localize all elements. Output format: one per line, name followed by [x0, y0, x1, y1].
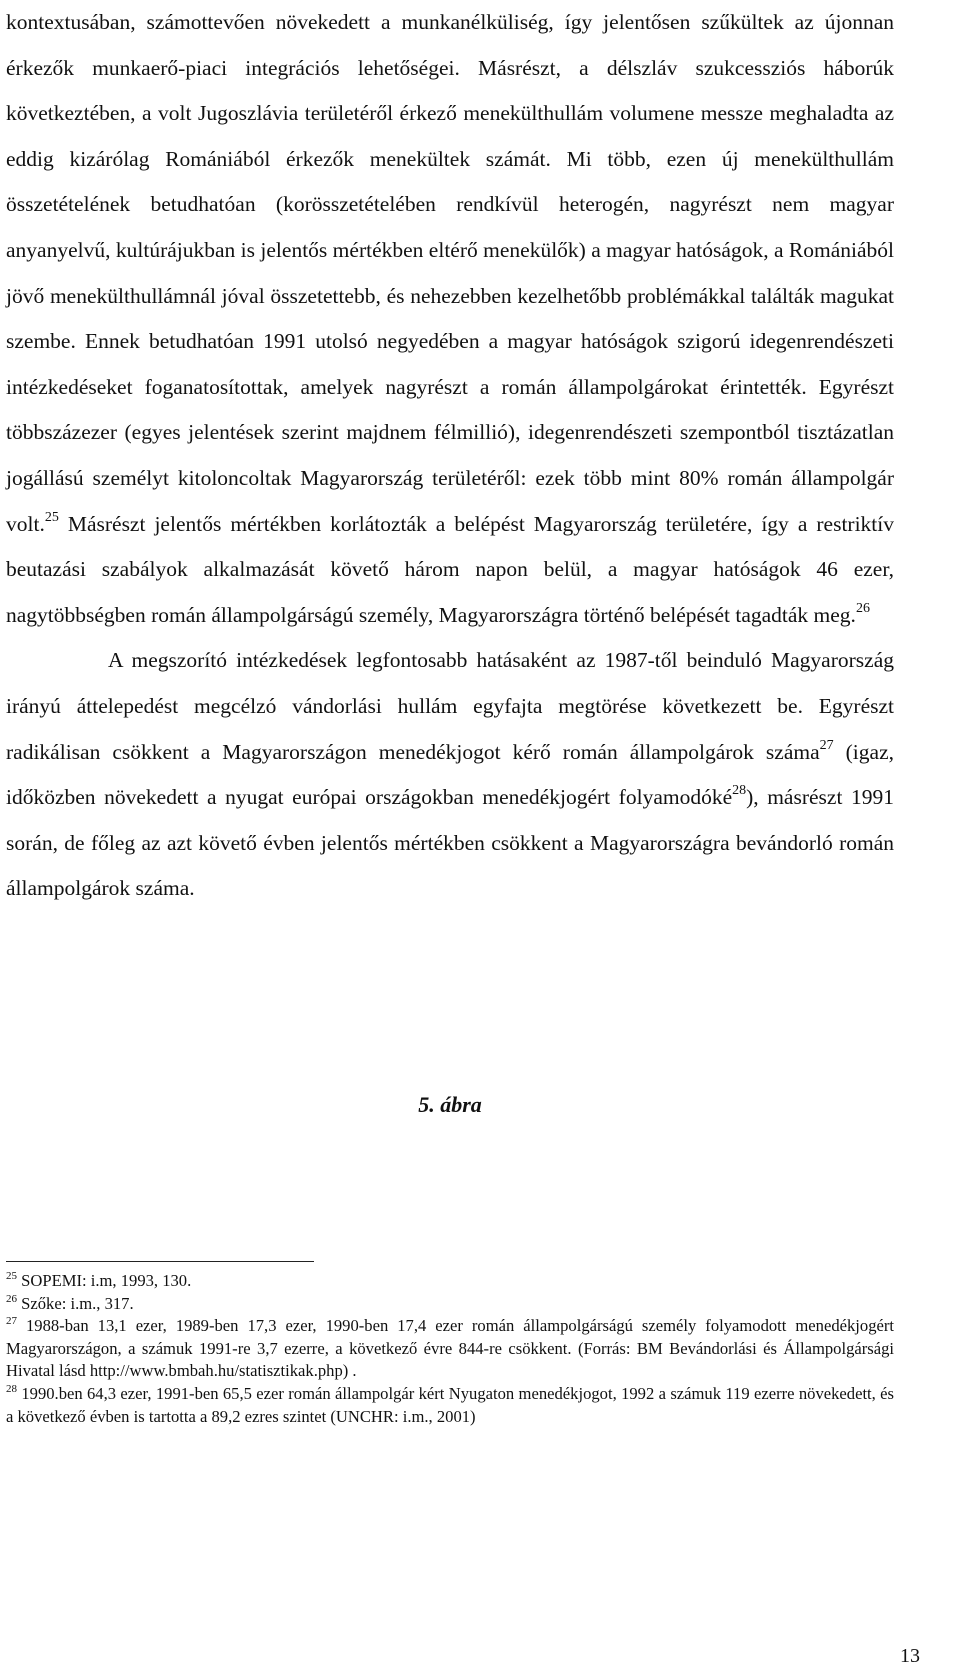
footnote-text: Szőke: i.m., 317.	[17, 1293, 134, 1313]
footnote-28	[6, 1383, 894, 1428]
footnote-number: 25	[6, 1270, 17, 1282]
footnote-26	[6, 1293, 894, 1316]
footnote-text: 1988-ban 13,1 ezer, 1989-ben 17,3 ezer, 1990-ben 17,4 ezer román állampolgárságú személy folyamodott menedékjogért Magyarországon, a számuk 1991-re 3,7 ezerre, a következő évre 844-re csökkent. (Forrás: BM Bevándorlási és Állampolgársági Hivatal lásd http://www.bmbah.hu/statisztikak.php) .	[6, 1316, 894, 1381]
paragraph-1-text-a: kontextusában, számottevően növekedett a munkanélküliség, így jelentősen szűkültek az újonnan érkezők munkaerő-piaci integrációs lehetőségei. Másrészt, a délszláv szukcessziós háborúk következtében, a volt Jugoszlávia területéről érkező menekülthullám volumene messze meghaladta az eddig kizárólag Romániából érkezők menekültek számát. Mi több, ezen új menekülthullám összetételének betudhatóan (korösszetételében rendkívül heterogén, nagyrészt nem magyar anyanyelvű, kultúrájukban is jelentős mértékben eltérő menekülők) a magyar hatóságok, a Romániából jövő menekülthullámnál jóval összetettebb, és nehezebben kezelhetőbb problémákkal találták magukat szembe. Ennek betudhatóan 1991 utolsó negyedében a magyar hatóságok szigorú idegenrendészeti intézkedéseket foganatosítottak, amelyek nagyrészt a román állampolgárokat érintették. Egyrészt többszázezer (egyes jelentések szerint majdnem félmillió), idegenrendészeti szempontból tisztázatlan jogállású személyt kitoloncoltak Magyarország területéről: ezek több mint 80% román állampolgár volt.	[6, 10, 894, 536]
page-number: 13	[900, 1645, 920, 1667]
paragraph-1-text-b: Másrészt jelentős mértékben korlátozták a belépést Magyarország területére, így a restriktív beutazási szabályok alkalmazását követő három napon belül, a magyar hatóságok 46 ezer, nagytöbbségben román állampolgárságú személy, Magyarországra történő belépését tagadták meg.	[6, 511, 894, 627]
footnote-separator	[6, 1261, 314, 1262]
paragraph-1	[6, 0, 894, 638]
figure-title: 5. ábra	[418, 1092, 482, 1117]
body-text	[6, 0, 894, 912]
footnote-27	[6, 1315, 894, 1383]
footnotes	[6, 1270, 894, 1428]
footnote-ref-28[interactable]: 28	[732, 783, 747, 799]
footnote-number: 28	[6, 1382, 17, 1395]
footnote-number: 27	[6, 1315, 17, 1328]
footnote-ref-27[interactable]: 27	[819, 737, 834, 753]
footnote-ref-25[interactable]: 25	[44, 509, 59, 525]
footnote-text: 1990.ben 64,3 ezer, 1991-ben 65,5 ezer román állampolgár kért Nyugaton menedékjogot, 1992 a számuk 119 ezerre növekedett, és a következő évben is tartotta a 89,2 ezres szintet (UNCHR: i.m., 2001)	[6, 1383, 894, 1426]
paragraph-2-text-b: (igaz, időközben növekedett a nyugat európai országokban menedékjogért folyamodóké	[6, 739, 894, 810]
footnote-number: 26	[6, 1292, 17, 1305]
paragraph-2-text-c: ), másrészt 1991 során, de főleg az azt követő évben jelentős mértékben csökkent a Magyarországra bevándorló román állampolgárok száma.	[6, 785, 894, 901]
footnote-ref-26[interactable]: 26	[855, 600, 870, 616]
paragraph-2	[6, 638, 894, 912]
footnote-25	[6, 1270, 894, 1293]
footnote-text: SOPEMI: i.m, 1993, 130.	[17, 1271, 192, 1290]
paragraph-2-text-a: A megszorító intézkedések legfontosabb hatásaként az 1987-től beinduló Magyarország irányú áttelepedést megcélzó vándorlási hullám egyfajta megtörése következett be. Egyrészt radikálisan csökkent a Magyarországon menedékjogot kérő román állampolgárok száma	[6, 648, 894, 764]
